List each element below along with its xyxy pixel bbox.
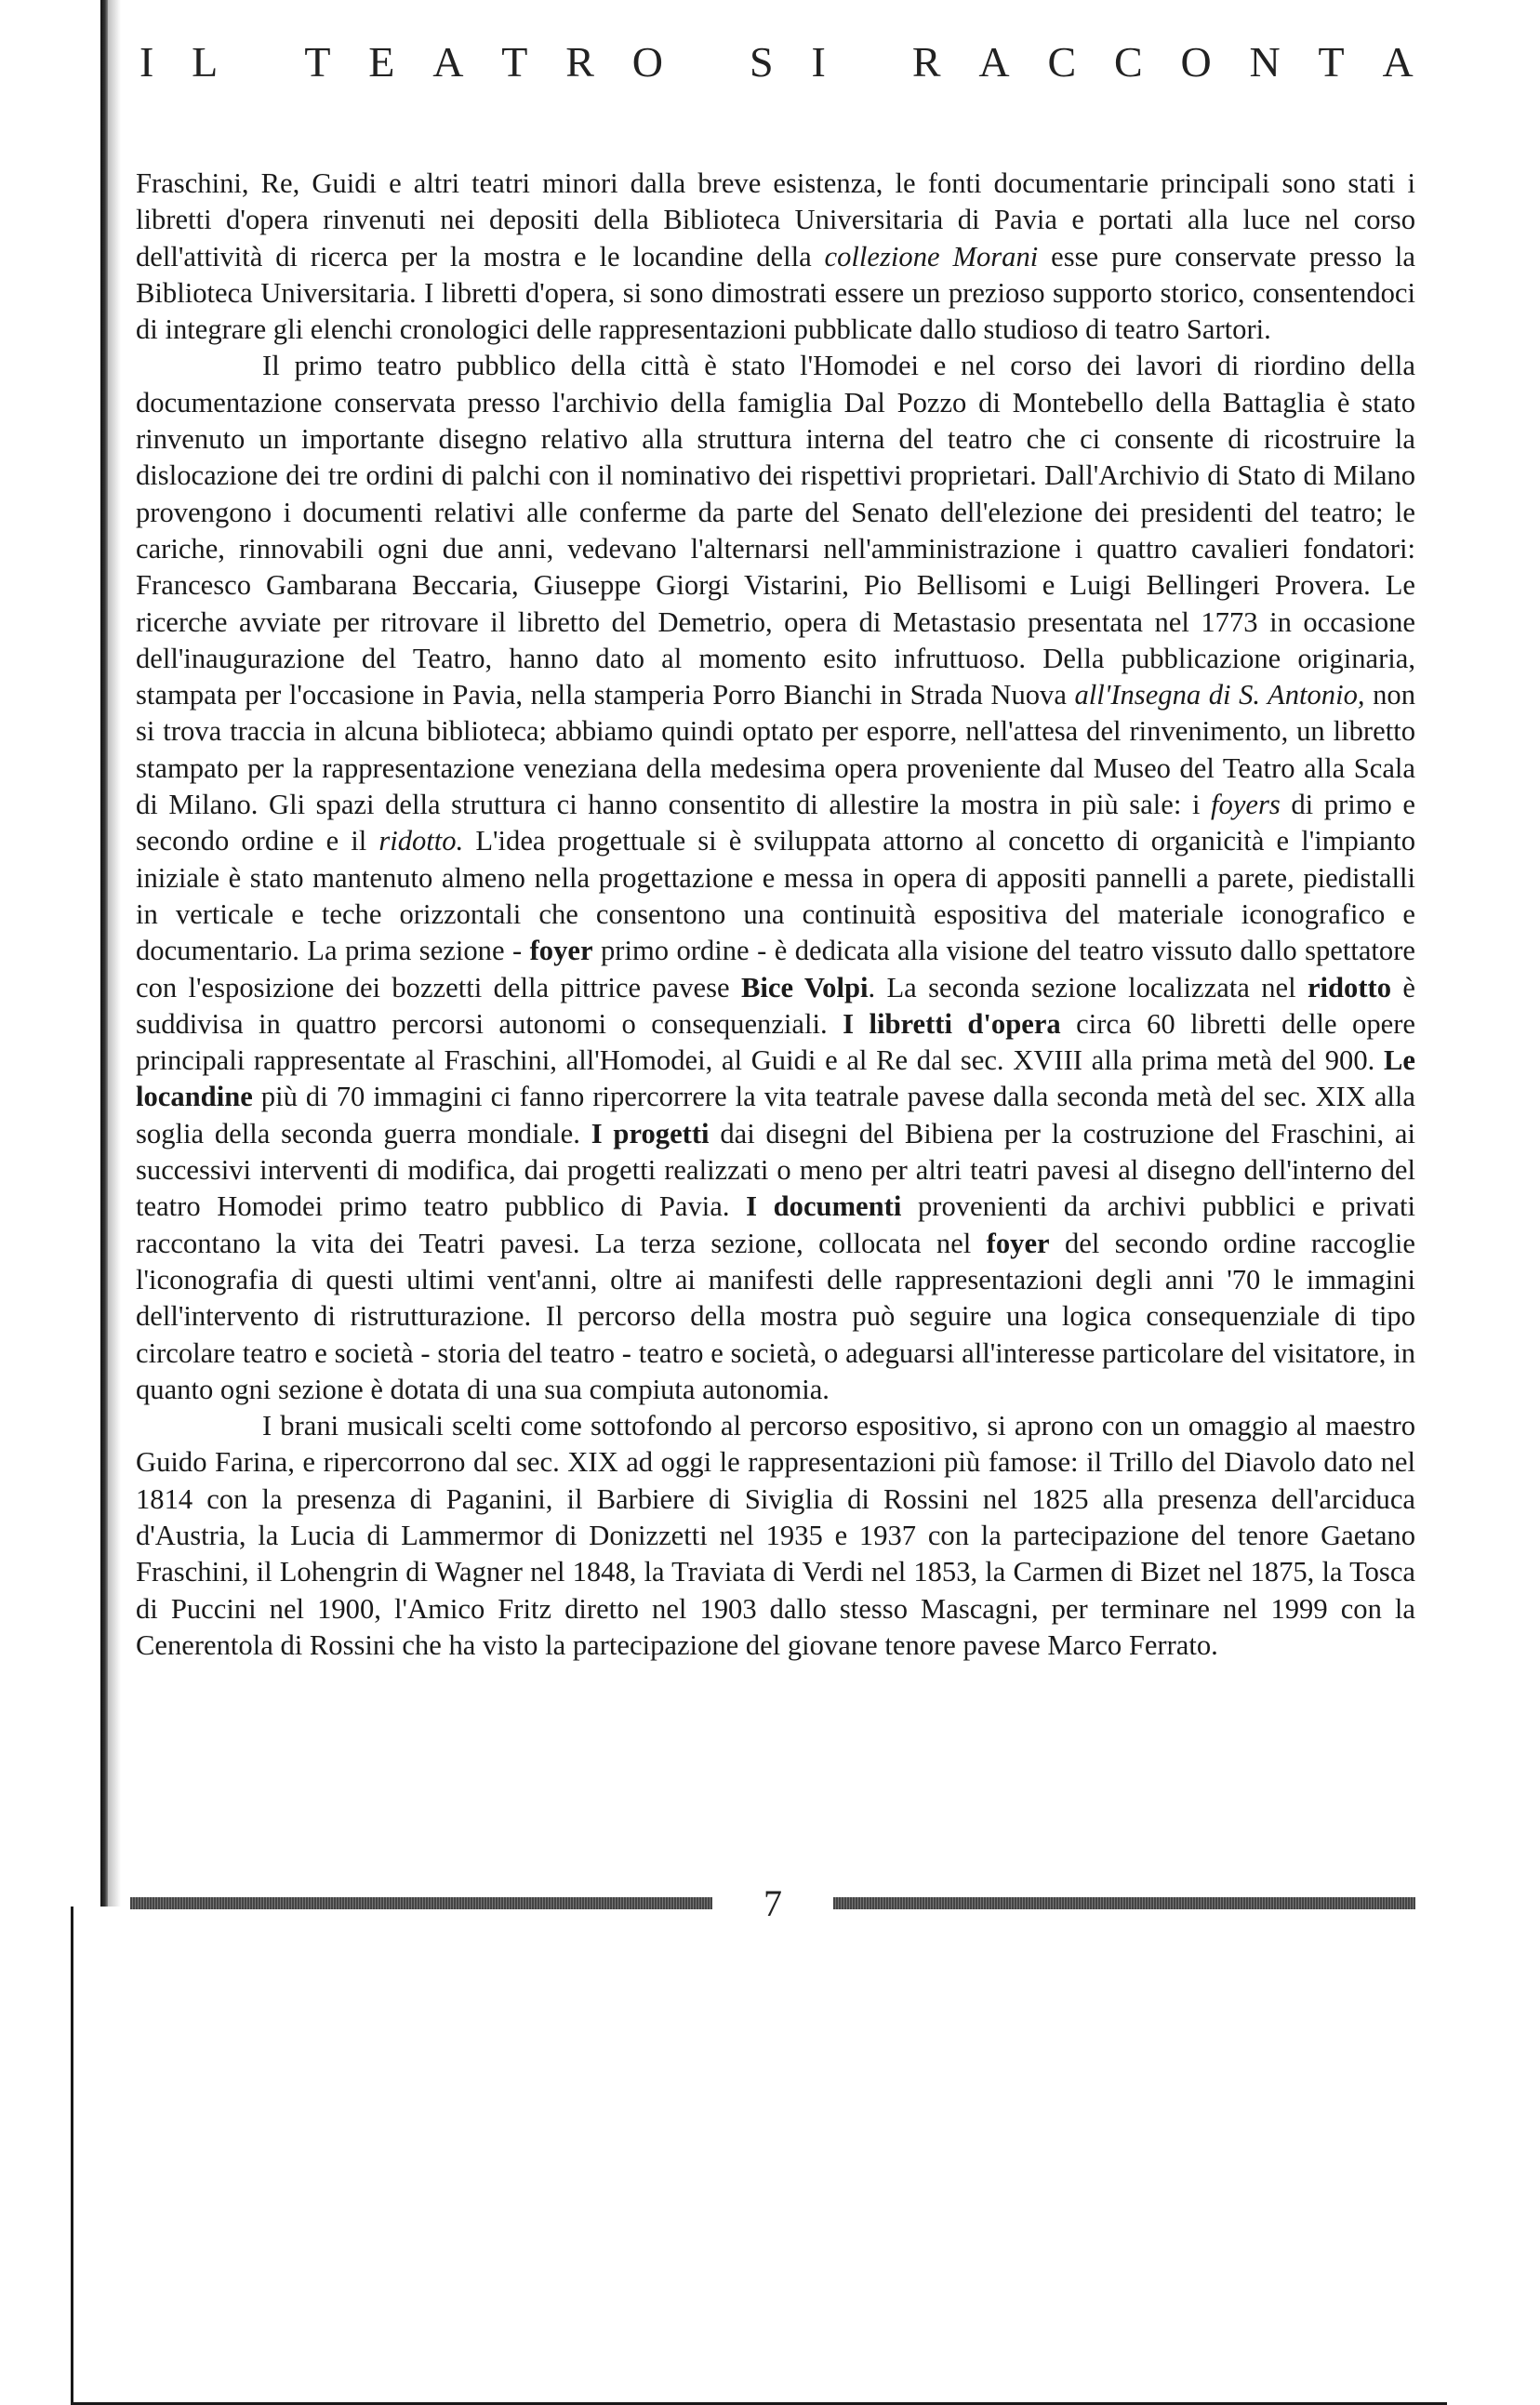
bold-text: I progetti [591, 1117, 710, 1149]
text-run: Il primo teatro pubblico della città è stato l'Homodei e nel corso dei lavori di riordino della documentazione conservata presso l'archivio della famiglia Dal Pozzo di Montebello della Battaglia è stato rinvenuto un importante disegno relativo alla struttura interna del teatro che ci consente di ricostruire la dislocazione dei tre ordini di palchi con il nominativo dei rispettivi proprietari. Dall'Archivio di Stato di Milano provengono i documenti relativi alle conferme da parte del Senato dell'elezione dei presidenti del teatro; le cariche, rinnovabili ogni due anni, vedevano l'alternarsi nell'amministrazione i quattro cavalieri fondatori: Francesco Gambarana Beccaria, Giuseppe Giorgi Vistarini, Pio Bellisomi e Luigi Bellingeri Provera. Le ricerche avviate per ritrovare il libretto del Demetrio, opera di Metastasio presentata nel 1773 in occasione dell'inaugurazione del Teatro, hanno dato al momento esito infruttuoso. Della pubblicazione originaria, stampata per l'occasione in Pavia, nella stamperia Porro Bianchi in Strada Nuova [136, 350, 1415, 711]
italic-text: all'Insegna di S. Antonio, [1074, 679, 1365, 711]
header-letter: A [432, 38, 464, 86]
binding-edge [100, 0, 108, 1907]
text-run: è suddivisa in quattro percorsi autonomi o consequenziali. [136, 971, 1415, 1040]
header-letter: T [501, 38, 528, 86]
header-letter: S [750, 38, 774, 86]
italic-text: ridotto. [378, 825, 464, 857]
bold-text: foyer [986, 1227, 1050, 1259]
bold-text: I libretti d'opera [843, 1007, 1061, 1040]
header-letter: T [304, 38, 331, 86]
header-letter: I [139, 38, 154, 86]
header-letter: L [192, 38, 219, 86]
header-letter: T [1318, 38, 1345, 86]
header-letter: I [811, 38, 826, 86]
page-number: 7 [763, 1881, 782, 1924]
bold-text: ridotto [1307, 971, 1392, 1003]
bold-text: Bice Volpi [741, 971, 869, 1003]
header-letter [256, 37, 267, 86]
text-run: dai disegni del Bibiena per la costruzione del Fraschini, ai successivi interventi di modifica, dai progetti realizzati o meno per altri teatri pavesi al disegno dell'interno del teatro Homodei primo teatro pubblico di Pavia. [136, 1117, 1415, 1223]
header-letter: A [1382, 38, 1414, 86]
header-letter: O [631, 38, 663, 86]
footer-band-right [833, 1897, 1415, 1909]
italic-text: foyers [1211, 789, 1281, 821]
header-letter [864, 37, 875, 86]
text-run: del secondo ordine raccoglie l'iconografia di questi ultimi vent'anni, oltre ai manifesti delle rappresentazioni degli anni '70 le immagini dell'intervento di ristrutturazione. Il percorso della mostra può seguire una logica consequenziale di tipo circolare teatro e società - storia del teatro - teatro e società, o adeguarsi all'interesse particolare del visitatore, in quanto ogni sezione è dotata di una sua compiuta autonomia. [136, 1227, 1415, 1405]
body-text [136, 166, 1415, 1664]
text-run: L'idea progettuale si è sviluppata attorno al concetto di organicità e l'impianto iniziale è stato mantenuto almeno nella progettazione e messa in opera di appositi pannelli a parete, piedistalli in verticale e teche orizzontali che consentono una continuità espositiva del materiale iconografico e documentario. La prima sezione - [136, 825, 1415, 967]
text-run: esse pure conservate presso la Biblioteca Universitaria. I libretti d'opera, si sono dimostrati essere un prezioso supporto storico, consentendoci di integrare gli elenchi cronologici delle rappresentazioni pubblicate dallo studioso di teatro Sartori. [136, 240, 1416, 346]
text-run: Fraschini, Re, Guidi e altri teatri minori dalla breve esistenza, le fonti documentarie principali sono stati i libretti d'opera rinvenuti nei depositi della Biblioteca Universitaria di Pavia e portati alla luce nel corso dell'attività di ricerca per la mostra e le locandine della [136, 167, 1415, 272]
text-run: di primo e secondo ordine e il [136, 789, 1415, 857]
paragraph [136, 348, 1415, 1408]
paragraph [136, 1408, 1415, 1664]
text-run: . La seconda sezione localizzata nel [868, 971, 1308, 1003]
header-letter: C [1047, 38, 1077, 86]
page-frame-left [71, 1907, 73, 2405]
header-letter: C [1113, 38, 1143, 86]
header-letter [701, 37, 712, 86]
header-letter: A [978, 38, 1010, 86]
header-letter: E [368, 38, 395, 86]
bold-text: foyer [529, 935, 593, 967]
text-run: circa 60 libretti delle opere principali rappresentate al Fraschini, all'Homodei, al Guidi e al Re dal sec. XVIII alla prima metà del 900. [136, 1007, 1415, 1077]
paragraph [136, 166, 1415, 348]
bold-text: I documenti [746, 1190, 902, 1223]
text-run: non si trova traccia in alcuna biblioteca; abbiamo quindi optato per esporre, nell'attesa del rinvenimento, un libretto stampato per la rappresentazione veneziana della medesima opera proveniente dal Museo del Teatro alla Scala di Milano. Gli spazi della struttura ci hanno consentito di allestire la mostra in più sale: i [136, 679, 1415, 821]
header-letter: R [565, 38, 594, 86]
text-run: I brani musicali scelti come sottofondo al percorso espositivo, si aprono con un omaggio al maestro Guido Farina, e ripercorrono dal sec. XIX ad oggi le rappresentazioni più famose: il Trillo del Diavolo dato nel 1814 con la presenza di Paganini, il Barbiere di Siviglia di Rossini nel 1825 alla presenza dell'arciduca d'Austria, la Lucia di Lammermor di Donizzetti nel 1935 e 1937 con la partecipazione del tenore Gaetano Fraschini, il Lohengrin di Wagner nel 1848, la Traviata di Verdi nel 1853, la Carmen di Bizet nel 1875, la Tosca di Puccini nel 1900, l'Amico Fritz diretto nel 1903 dallo stesso Mascagni, per terminare nel 1999 con la Cenerentola di Rossini che ha visto la partecipazione del giovane tenore pavese Marco Ferrato. [136, 1410, 1415, 1661]
footer-band-left [130, 1897, 712, 1909]
text-run: più di 70 immagini ci fanno ripercorrere la vita teatrale pavese dalla seconda metà del sec. XIX alla soglia della seconda guerra mondiale. [136, 1081, 1415, 1149]
header-letter: R [911, 38, 941, 86]
header-letter: N [1249, 38, 1281, 86]
page-footer [130, 1881, 1415, 1924]
header-letter: O [1180, 38, 1212, 86]
running-header [139, 37, 1414, 86]
text-run: primo ordine - è dedicata alla visione del teatro vissuto dallo spettatore con l'esposizione dei bozzetti della pittrice pavese [136, 935, 1415, 1003]
text-run: provenienti da archivi pubblici e privati raccontano la vita dei Teatri pavesi. La terza sezione, collocata nel [136, 1190, 1415, 1259]
bold-text: Le locandine [136, 1044, 1415, 1113]
binding-shadow [108, 0, 121, 1907]
italic-text: collezione Morani [824, 240, 1039, 272]
